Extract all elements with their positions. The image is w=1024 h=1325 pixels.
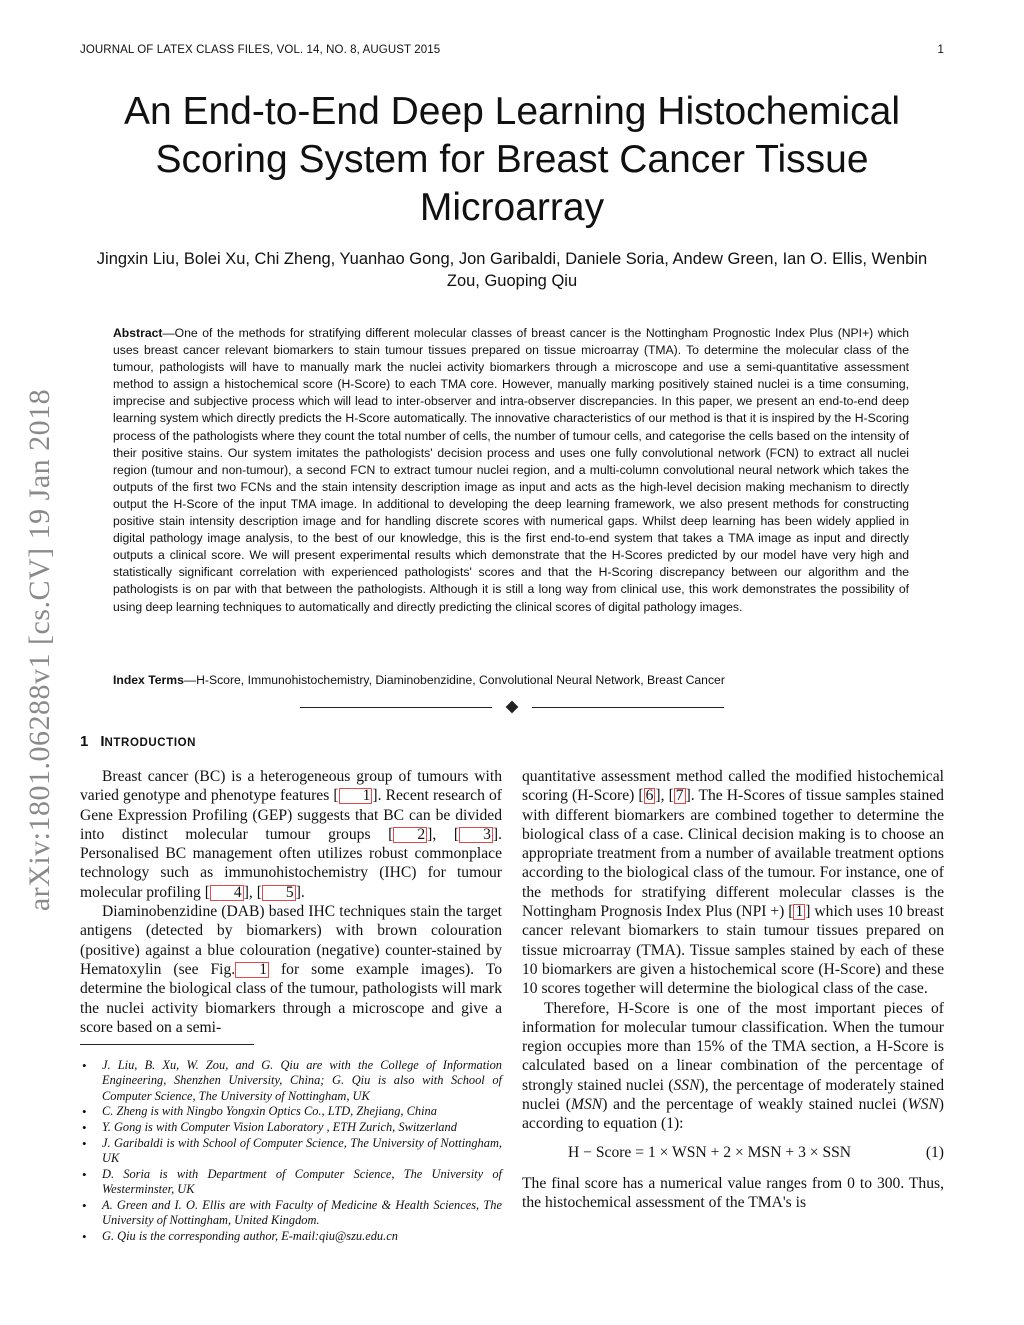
author-list: Jingxin Liu, Bolei Xu, Chi Zheng, Yuanhao Gong, Jon Garibaldi, Daniele Soria, Andew Green, Ian O. Ellis, Wenbin Zou, Guoping Qiu (96, 250, 928, 290)
equation-body: H − Score = 1 × WSN + 2 × MSN + 3 × SSN (568, 1143, 852, 1161)
section-heading (80, 733, 196, 750)
intro-paragraph-4: Therefore, H-Score is one of the most important pieces of information for molecular tumour classification. When the tumour region occupies more than 15% of the TMA section, a H-Score is calculated based on a linear combination of the percentage of strongly stained nuclei (SSN), the percentage of moderately stained nuclei (MSN) and the percentage of weakly stained nuclei (WSN) according to equation (1): (522, 999, 944, 1133)
figure-link[interactable]: 1 (235, 962, 269, 978)
citation-link[interactable]: 1 (339, 788, 373, 804)
citation-link[interactable]: 7 (675, 787, 684, 805)
footnote-item: • G. Qiu is the corresponding author, E-mail:qiu@szu.edu.cn (80, 1229, 502, 1244)
citation-link[interactable]: 5 (262, 885, 296, 901)
citation-link[interactable]: 4 (210, 885, 244, 901)
math-ssn: SSN (673, 1076, 700, 1094)
divider-line-right (532, 707, 724, 708)
left-column (80, 767, 502, 1037)
diamond-icon (506, 701, 519, 714)
equation-number: (1) (925, 1143, 944, 1161)
math-msn: MSN (571, 1096, 603, 1114)
abstract (113, 325, 909, 616)
journal-name: JOURNAL OF LATEX CLASS FILES, VOL. 14, NO. 8, AUGUST 2015 (80, 44, 441, 56)
citation-link[interactable]: 1 (795, 903, 804, 921)
footnote-item: • J. Liu, B. Xu, W. Zou, and G. Qiu are with the College of Information Engineering, Shenzhen University, China; G. Qiu is also with School of Computer Science, The University of Nottingham, UK (80, 1058, 502, 1104)
index-terms-label: Index Terms (113, 673, 184, 687)
equation-1 (522, 1143, 944, 1165)
affiliation-footnotes (80, 1058, 502, 1245)
footnote-item: • C. Zheng is with Ningbo Yongxin Optics Co., LTD, Zhejiang, China (80, 1104, 502, 1119)
paper-title: An End-to-End Deep Learning Histochemical Scoring System for Breast Cancer Tissue Microarray (123, 90, 901, 229)
footnote-item: • Y. Gong is with Computer Vision Laboratory , ETH Zurich, Switzerland (80, 1120, 502, 1135)
intro-paragraph-1: Breast cancer (BC) is a heterogeneous group of tumours with varied genotype and phenotype features [ 1 ]. Recent research of Gene Expression Profiling (GEP) suggests that BC can be divided into distinct molecular tumour groups [ 2 ], [ 3 ]. Personalised BC management often utilizes robust commonplace technology such as immunohistochemistry (IHC) for tumour molecular profiling [ 4 ], [ 5 ]. (80, 768, 502, 901)
index-terms-text: —H-Score, Immunohistochemistry, Diaminobenzidine, Convolutional Neural Network, Breast Cancer (183, 673, 725, 687)
intro-paragraph-5: The final score has a numerical value ranges from 0 to 300. Thus, the histochemical assessment of the TMA's is (522, 1174, 944, 1211)
intro-paragraph-3: quantitative assessment method called the modified histochemical scoring (H-Score) [ 6 ], [ 7 ]. The H-Scores of tissue samples stained with different biomarkers are combined together to determine the biological class of a case. Clinical decision making is to choose an appropriate treatment from a number of available treatment options according to the biological class of the tumour. For instance, one of the methods for stratifying different molecular classes is the Nottingham Prognosis Index Plus (NPI +) [ 1 ] which uses 10 breast cancer relevant biomarkers to stain tumour tissues prepared on tissue microarray (TMA). Tissue samples stained by each of these 10 biomarkers are given a histochemical score (H-Score) and these 10 scores together will determine the biological class of the case. (522, 768, 944, 998)
abstract-text: —One of the methods for stratifying different molecular classes of breast cancer is the Nottingham Prognostic Index Plus (NPI+) which uses breast cancer relevant biomarkers to stain tumour tissues prepared on tissue microarray (TMA). To determine the molecular class of the tumour, pathologists will have to manually mark the nuclei activity biomarkers through a microscope and use a semi-quantitative assessment method to assign a histochemical score (H-Score) to each TMA core. However, manually marking positively stained nuclei is a time consuming, imprecise and subjective process which will lead to inter-observer and intra-observer discrepancies. In this paper, we present an end-to-end deep learning system which directly predicts the H-Score automatically. The innovative characteristics of our method is that it is inspired by the H-Scoring process of the pathologists where they count the total number of cells, the number of tumour cells, and categorise the cells based on the intensity of their positive stains. Our system imitates the pathologists' decision process and uses one fully convolutional network (FCN) to extract all nuclei region (tumour and non-tumour), a second FCN to extract tumour nuclei region, and a multi-column convolutional neural network which takes the outputs of the first two FCNs and the stain intensity description image as input and acts as the high-level decision making mechanism to directly output the H-Score of the input TMA image. In additional to developing the deep learning framework, we also present methods for constructing positive stain intensity description image and for handling discrete scores with numerical gaps. Whilst deep learning has been widely applied in digital pathology image analysis, to the best of our knowledge, this is the first end-to-end system that takes a TMA image as input and directly outputs a clinical score. We will present experimental results which demonstrate that the H-Scores predicted by our model have very high and statistically significant correlation with experienced pathologists' scores and that the H-Scoring discrepancy between our algorithm and the pathologists is on par with that between the pathologists. Although it is still a long way from clinical use, this work demonstrates the possibility of using deep learning techniques to automatically and directly predicting the clinical scores of digital pathology images. (113, 326, 909, 614)
right-column (522, 767, 944, 1212)
index-terms (113, 672, 909, 689)
intro-paragraph-2: Diaminobenzidine (DAB) based IHC techniques stain the target antigens (detected by biomarkers) with brown colouration (positive) against a blue colouration (negative) counter-stained by Hematoxylin (see Fig. 1 for some example images). To determine the biological class of the tumour, pathologists will mark the nuclei activity biomarkers through a microscope and give a score based on a semi- (80, 903, 502, 1036)
abstract-label: Abstract (113, 326, 163, 340)
arxiv-stamp: arXiv:1801.06288v1 [cs.CV] 19 Jan 2018 (23, 388, 56, 912)
arxiv-sidebar (20, 355, 60, 945)
running-header (80, 44, 944, 56)
footnote-item: • A. Green and I. O. Ellis are with Faculty of Medicine & Health Sciences, The University of Nottingham, United Kingdom. (80, 1198, 502, 1229)
footnote-item: • D. Soria is with Department of Computer Science, The University of Westerminster, UK (80, 1167, 502, 1198)
section-title-initial: I (100, 733, 105, 750)
page-number: 1 (937, 44, 944, 56)
footnote-item: • J. Garibaldi is with School of Computer Science, The University of Nottingham, UK (80, 1136, 502, 1167)
section-title-rest: NTRODUCTION (104, 737, 197, 749)
math-wsn: WSN (907, 1096, 939, 1114)
divider-line-left (300, 707, 492, 708)
citation-link[interactable]: 6 (645, 787, 654, 805)
citation-link[interactable]: 3 (459, 827, 493, 843)
citation-link[interactable]: 2 (393, 827, 427, 843)
footnote-rule (80, 1044, 254, 1045)
section-divider (300, 700, 724, 714)
section-number: 1 (80, 733, 89, 750)
